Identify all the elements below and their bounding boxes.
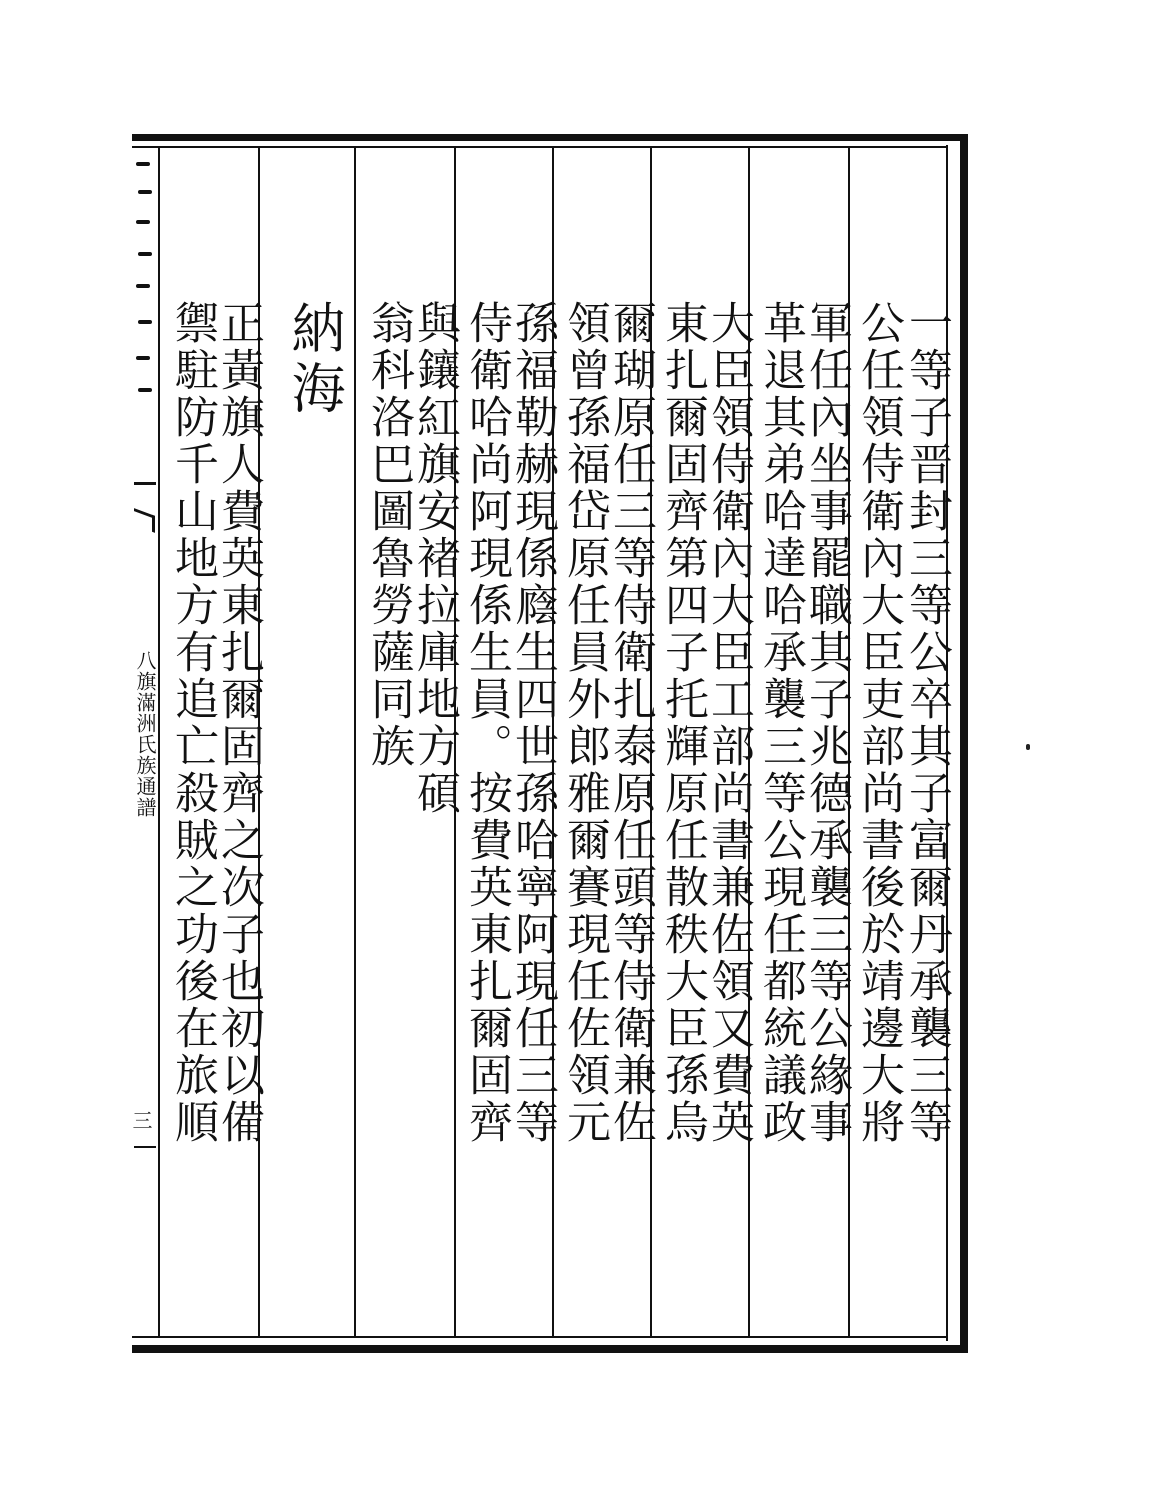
edge-mark	[138, 190, 152, 194]
entry-heading: 納海	[283, 300, 346, 420]
text-column-12: 翁科洛巴圖魯勞薩同族	[363, 300, 414, 770]
edge-mark	[138, 320, 152, 324]
folio-rule	[134, 1146, 156, 1148]
frame-right-border	[960, 134, 968, 1353]
edge-mark	[136, 356, 150, 360]
frame-top-border	[132, 134, 968, 141]
edge-mark	[136, 220, 150, 224]
banxin-title: 八旗滿洲氏族通譜	[133, 650, 157, 818]
text-column-8: 領曾孫福岱原任員外郎雅爾賽現任佐領元	[559, 300, 610, 1146]
text-column-7: 爾瑚原任三等侍衛扎泰原任頭等侍衛兼佐	[605, 300, 656, 1146]
fore-edge-marks	[134, 160, 156, 400]
text-column-2: 公任領侍衛內大臣吏部尚書後於靖邊大將	[853, 300, 904, 1146]
text-column-5: 大臣領侍衛內大臣工部尚書兼佐領又費英	[703, 300, 754, 1146]
frame-bottom-border	[132, 1345, 968, 1353]
edge-mark	[138, 252, 152, 256]
text-column-6: 東扎爾固齊第四子托輝原任散秩大臣孫烏	[657, 300, 708, 1146]
edge-mark	[136, 162, 150, 166]
text-column-15: 禦駐防千山地方有追亡殺賊之功後在旅順	[167, 300, 218, 1146]
column-rule	[354, 146, 356, 1338]
text-column-1: 一等子晋封三等公卒其子富爾丹承襲三等	[901, 300, 952, 1146]
text-column-14: 正黃旗人費英東扎爾固齊之次子也初以備	[213, 300, 264, 1146]
folio-number: 三	[129, 1110, 153, 1130]
frame-bottom-inner-border	[132, 1336, 948, 1338]
fishtail-mark-upper	[134, 482, 156, 493]
text-column-9: 孫福勒赫現係廕生四世孫哈寧阿現任三等	[507, 300, 558, 1146]
text-column-3: 軍任內坐事罷職其子兆德承襲三等公緣事	[801, 300, 852, 1146]
edge-mark	[138, 388, 152, 392]
column-rule	[158, 146, 160, 1338]
text-column-10: 侍衛哈尚阿現係生員。按費英東扎爾固齊	[461, 300, 512, 1146]
edge-mark	[136, 284, 150, 288]
ink-speck	[1026, 744, 1030, 750]
frame-top-inner-border	[132, 146, 948, 148]
text-column-11: 與鑲紅旗安褚拉庫地方碩	[409, 300, 460, 817]
text-column-4: 革退其弟哈達哈承襲三等公現任都統議政	[755, 300, 806, 1146]
